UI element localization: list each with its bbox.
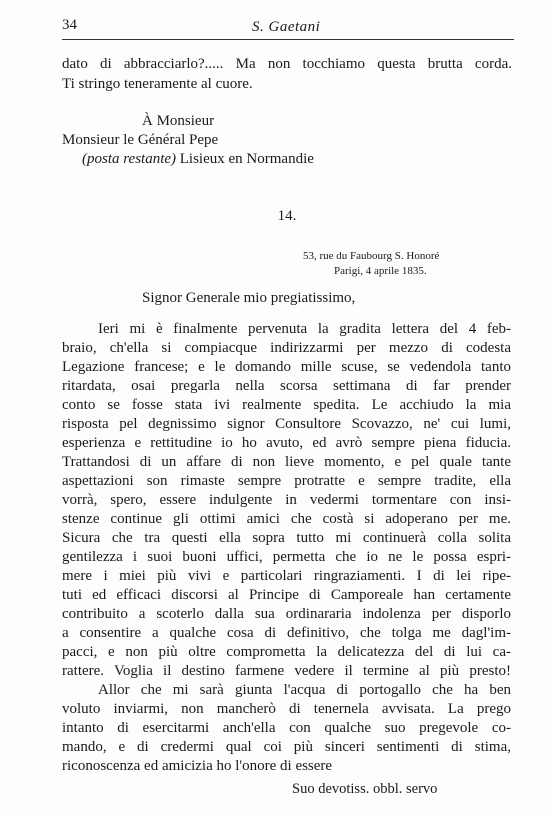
body-line: risposta pel degnissimo signor Consultore Scovazzo, ne' cui lumi, xyxy=(62,416,511,432)
letter-closing: Suo devotiss. obbl. servo xyxy=(292,781,438,797)
body-line: contribuito a scoterlo dalla sua ordinararia indolenza per disporlo xyxy=(62,606,511,622)
body-line: mere i miei più vivi e particolari ringraziamenti. I di lei ripe- xyxy=(62,568,511,584)
body-line: vorrà, spero, essere indulgente in vedermi tormentare con insi- xyxy=(62,492,511,508)
page-header xyxy=(62,17,514,40)
address-poste: (posta restante) xyxy=(82,151,177,167)
body-line: braio, ch'ella si compiacque indirizzarmi per mezzo di codesta xyxy=(62,340,511,356)
body-line: Legazione francese; e le domando mille scuse, se vedendola tanto xyxy=(62,359,511,375)
letter-number: 14. xyxy=(277,208,297,224)
letter-address-line: 53, rue du Faubourg S. Honoré xyxy=(303,250,440,262)
body-line: conto se fosse stata ivi realmente spedita. Le acchiudo la mia xyxy=(62,397,511,413)
body-line: tuti ed efficaci discorsi al Principe di Camporeale han certamente xyxy=(62,587,511,603)
body-line: Ieri mi è finalmente pervenuta la gradita lettera del 4 feb- xyxy=(98,321,511,337)
page-number: 34 xyxy=(62,17,77,33)
prev-letter-line-1: dato di abbracciarlo?..... Ma non tocchiamo questa brutta corda. xyxy=(62,56,512,72)
address-place: Lisieux en Normandie xyxy=(179,151,314,167)
body-line: ritardata, osai pregarla nella scorsa settimana di far prender xyxy=(62,378,511,394)
body-line: aspettazioni son rimaste sempre protratte e sempre tradite, ella xyxy=(62,473,511,489)
body-line: pacci, e non più oltre comprometta la delicatezza del di lui ca- xyxy=(62,644,511,660)
letter-date-line: Parigi, 4 aprile 1835. xyxy=(334,265,427,277)
body-line: Trattandosi di un affare di non lieve momento, e pel quale tante xyxy=(62,454,511,470)
body-line: rattere. Voglia il destino farmene vedere il termine al più presto! xyxy=(62,663,511,679)
body-line: stenze continue gli ottimi amici che costà si adoperano per me. xyxy=(62,511,511,527)
address-place-line xyxy=(82,150,314,169)
body-line: gentilezza i suoi buoni uffici, permetta che io ne le possa espri- xyxy=(62,549,511,565)
body-line: riconoscenza ed amicizia ho l'onore di essere xyxy=(62,758,333,774)
body-line: voluto inviarmi, non mancherò di tenernela avvisata. La prego xyxy=(62,701,511,717)
running-head: S. Gaetani xyxy=(252,19,321,35)
address-recipient: Monsieur le Général Pepe xyxy=(62,132,219,148)
body-line: a consentire a qualche cosa di definitivo, che tolga me dagl'im- xyxy=(62,625,511,641)
letter-salutation: Signor Generale mio pregiatissimo, xyxy=(142,290,356,306)
body-line: Sicura che tra questi ella sopra tutto mi continuerà colla solita xyxy=(62,530,511,546)
body-line: mando, e di credermi qual coi più sinceri sentimenti di stima, xyxy=(62,739,511,755)
body-line: Allor che mi sarà giunta l'acqua di portogallo che ha ben xyxy=(98,682,511,698)
body-line: intanto di esercitarmi anch'ella con qualche suo pregevole co- xyxy=(62,720,511,736)
body-line: esperienza e rettitudine io ho avuto, ed avrò sempre piena fiducia. xyxy=(62,435,511,451)
prev-letter-line-2: Ti stringo teneramente al cuore. xyxy=(62,76,253,92)
address-a-monsieur: À Monsieur xyxy=(142,113,215,129)
